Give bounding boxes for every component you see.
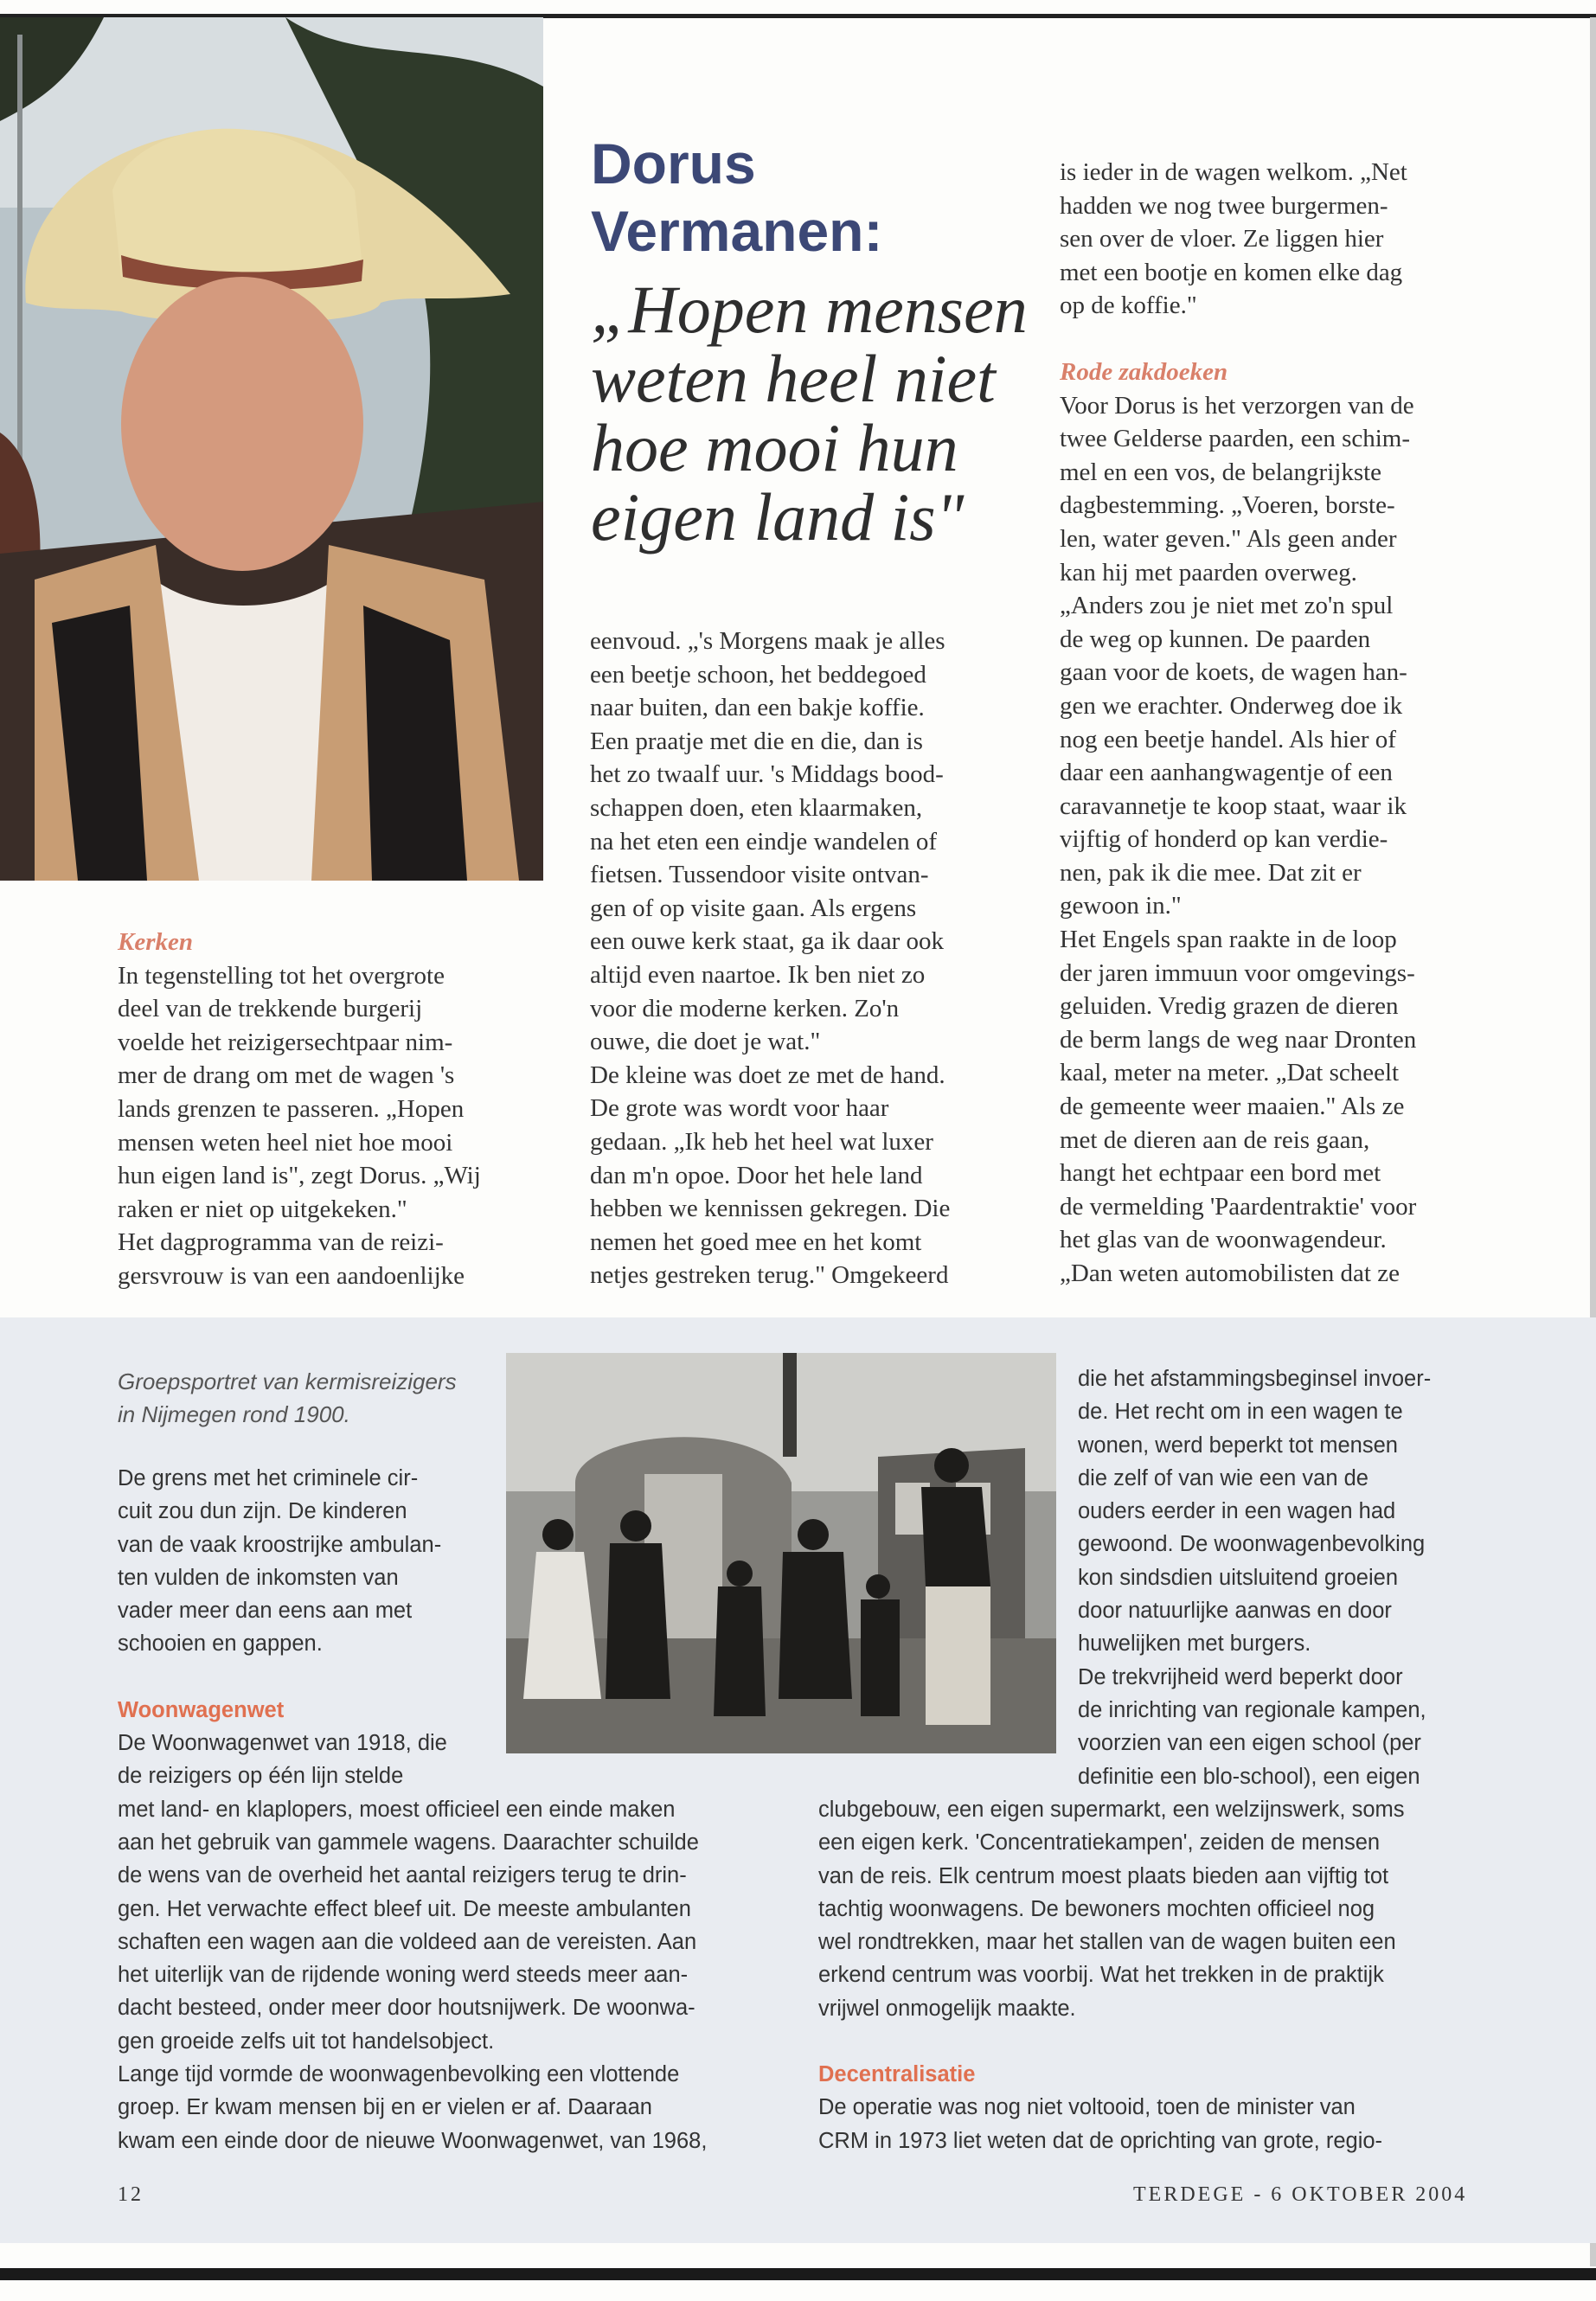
- text-block: [818, 2091, 1405, 2157]
- text-line: nog een beetje handel. Als hier of: [1060, 725, 1396, 753]
- text-line: clubgebouw, een eigen supermarkt, een welzijnswerk, soms: [818, 1798, 1405, 1822]
- text-line: gaan voor de koets, de wagen han-: [1060, 658, 1407, 687]
- text-line: de reizigers op één lijn stelde: [118, 1764, 404, 1789]
- text-line: naar buiten, dan een bakje koffie.: [590, 694, 925, 722]
- text-line: Een praatje met die en die, dan is: [590, 727, 923, 755]
- quote-line: weten heel niet: [591, 341, 996, 416]
- text-line: huwelijken met burgers.: [1078, 1631, 1311, 1657]
- text-line: De Woonwagenwet van 1918, die: [118, 1731, 447, 1756]
- text-line: kan hij met paarden overweg.: [1060, 558, 1357, 586]
- text-line: de wens van de overheid het aantal reizigers terug te drin-: [118, 1863, 687, 1888]
- text-line: die het afstammingsbeginsel invoer-: [1078, 1367, 1432, 1391]
- text-line: nemen het goed mee en het komt: [590, 1227, 922, 1256]
- text-line: definitie een blo-school), een eigen: [1078, 1764, 1420, 1789]
- text-line: van de reis. Elk centrum moest plaats bieden aan vijftig tot: [818, 1863, 1389, 1888]
- text-line: Groepsportret van kermisreizigers: [118, 1368, 457, 1394]
- text-block: [118, 1462, 707, 1661]
- photo-caption: [118, 1365, 457, 1431]
- text-line: vrijwel onmogelijk maakte.: [818, 1996, 1076, 2021]
- text-line: der jaren immuun voor omgevings-: [1060, 958, 1415, 987]
- sidebar-right-column: [818, 1793, 1405, 2157]
- text-line: gewoon in.": [1060, 892, 1182, 920]
- text-block: [1078, 1362, 1431, 1793]
- text-line: „Anders zou je niet met zo'n spul: [1060, 592, 1394, 620]
- text-line: wonen, werd beperkt tot mensen: [1078, 1433, 1398, 1458]
- sidebar-left-column: [118, 1462, 707, 2157]
- text-line: groep. Er kwam mensen bij en er vielen er af. Daaraan: [118, 2095, 652, 2120]
- text-line: mel en een vos, de belangrijkste: [1060, 458, 1382, 486]
- text-line: hebben we kennissen gekregen. Die: [590, 1195, 951, 1223]
- section-heading-rode-zakdoeken: Rode zakdoeken: [1060, 357, 1228, 386]
- text-line: Het dagprogramma van de reizi-: [118, 1228, 444, 1257]
- text-line: De operatie was nog niet voltooid, toen de minister van: [818, 2095, 1356, 2120]
- text-line: gen. Het verwachte effect bleef uit. De meeste ambulanten: [118, 1896, 691, 1921]
- text-line: met de dieren aan de reis gaan,: [1060, 1125, 1370, 1154]
- title-line: Dorus: [591, 131, 756, 195]
- text-line: Lange tijd vormde de woonwagenbevolking een vlottende: [118, 2062, 680, 2087]
- text-line: lands grenzen te passeren. „Hopen: [118, 1094, 465, 1123]
- text-line: het zo twaalf uur. 's Middags bood-: [590, 760, 944, 789]
- text-line: raken er niet op uitgekeken.": [118, 1195, 407, 1223]
- text-line: gedaan. „Ik heb het heel wat luxer: [590, 1127, 933, 1156]
- text-line: in Nijmegen rond 1900.: [118, 1401, 350, 1427]
- text-line: tachtig woonwagens. De bewoners mochten officieel nog: [818, 1896, 1375, 1921]
- text-line: kwam een einde door de nieuwe Woonwagenwet, van 1968,: [118, 2128, 708, 2153]
- text-line: van de vaak kroostrijke ambulan-: [118, 1532, 442, 1557]
- text-line: ten vulden de inkomsten van: [118, 1565, 399, 1590]
- text-line: gewoond. De woonwagenbevolking: [1078, 1532, 1426, 1557]
- text-line: ouwe, die doet je wat.": [590, 1028, 821, 1056]
- text-line: de gemeente weer maaien." Als ze: [1060, 1093, 1405, 1121]
- text-block: [818, 1793, 1405, 2025]
- text-line: erkend centrum was voorbij. Wat het trekken in de praktijk: [818, 1963, 1384, 1988]
- text-line: mer de drang om met de wagen 's: [118, 1061, 455, 1090]
- text-line: Het Engels span raakte in de loop: [1060, 926, 1397, 954]
- sidebar-right-column-top: [1078, 1362, 1431, 1793]
- text-line: cuit zou dun zijn. De kinderen: [118, 1499, 407, 1524]
- text-block: [118, 1365, 457, 1431]
- text-line: met een bootje en komen elke dag: [1060, 258, 1403, 286]
- text-line: netjes gestreken terug." Omgekeerd: [590, 1261, 949, 1290]
- article-title: [591, 130, 882, 265]
- text-line: De grens met het criminele cir-: [118, 1466, 419, 1490]
- text-line: de berm langs de weg naar Dronten: [1060, 1025, 1417, 1054]
- text-line: kon sindsdien uitsluitend groeien: [1078, 1565, 1398, 1590]
- text-line: is ieder in de wagen welkom. „Net: [1060, 158, 1407, 186]
- text-line: len, water geven." Als geen ander: [1060, 524, 1397, 553]
- text-line: hun eigen land is", zegt Dorus. „Wij: [118, 1162, 481, 1190]
- text-line: de inrichting van regionale kampen,: [1078, 1697, 1426, 1722]
- text-line: de. Het recht om in een wagen te: [1078, 1400, 1403, 1425]
- text-line: schaften een wagen aan die voldeed aan de vereisten. Aan: [118, 1929, 697, 1954]
- text-line: op de koffie.": [1060, 292, 1197, 320]
- column-1: [118, 926, 481, 1293]
- text-line: dan m'n opoe. Door het hele land: [590, 1161, 923, 1189]
- text-line: vijftig of honderd op kan verdie-: [1060, 825, 1388, 854]
- text-line: hadden we nog twee burgermen-: [1060, 191, 1388, 220]
- publication-line: TERDEGE - 6 OKTOBER 2004: [1133, 2183, 1468, 2206]
- text-line: twee Gelderse paarden, een schim-: [1060, 425, 1410, 453]
- text-line: De grote was wordt voor haar: [590, 1094, 889, 1123]
- text-line: het uiterlijk van de rijdende woning werd steeds meer aan-: [118, 1963, 689, 1988]
- text-line: geluiden. Vredig grazen de dieren: [1060, 992, 1399, 1021]
- section-heading-decentralisatie: Decentralisatie: [818, 2062, 976, 2087]
- text-block: [118, 1727, 707, 1793]
- text-line: door natuurlijke aanwas en door: [1078, 1599, 1392, 1624]
- bottom-rule: [0, 2268, 1596, 2280]
- quote-line: „Hopen mensen: [591, 272, 1028, 347]
- text-line: gen of op visite gaan. Als ergens: [590, 894, 917, 922]
- text-line: die zelf of van wie een van de: [1078, 1465, 1368, 1490]
- text-line: CRM in 1973 liet weten dat de oprichting van grote, regio-: [818, 2128, 1383, 2153]
- text-line: het glas van de woonwagendeur.: [1060, 1226, 1387, 1254]
- text-line: wel rondtrekken, maar het stallen van de wagen buiten een: [818, 1930, 1396, 1955]
- quote-line: hoe mooi hun: [591, 410, 958, 485]
- portrait-photo: [0, 17, 543, 881]
- text-line: een beetje schoon, het beddegoed: [590, 660, 926, 689]
- text-line: ouders eerder in een wagen had: [1078, 1499, 1396, 1524]
- text-block: [118, 1793, 707, 2157]
- pull-quote: [591, 272, 1028, 554]
- column-2: [590, 625, 950, 1292]
- text-line: „Dan weten automobilisten dat ze: [1060, 1259, 1400, 1287]
- text-line: kaal, meter na meter. „Dat scheelt: [1060, 1059, 1400, 1087]
- text-block: [1060, 156, 1416, 323]
- text-line: de vermelding 'Paardentraktie' voor: [1060, 1192, 1417, 1221]
- text-line: dacht besteed, onder meer door houtsnijwerk. De woonwa-: [118, 1996, 695, 2021]
- text-line: deel van de trekkende burgerij: [118, 995, 423, 1023]
- text-line: schappen doen, eten klaarmaken,: [590, 793, 923, 822]
- text-line: voelde het reizigersechtpaar nim-: [118, 1028, 453, 1056]
- text-line: gen groeide zelfs uit tot handelsobject.: [118, 2029, 495, 2054]
- text-line: caravannetje te koop staat, waar ik: [1060, 792, 1407, 820]
- text-line: met land- en klaplopers, moest officieel een einde maken: [118, 1797, 676, 1822]
- text-line: de weg op kunnen. De paarden: [1060, 625, 1371, 653]
- section-heading-kerken: Kerken: [118, 928, 193, 956]
- text-line: Voor Dorus is het verzorgen van de: [1060, 391, 1414, 420]
- title-line: Vermanen:: [591, 199, 883, 263]
- text-line: altijd even naartoe. Ik ben niet zo: [590, 960, 926, 989]
- text-line: voor die moderne kerken. Zo'n: [590, 994, 900, 1022]
- text-line: mensen weten heel niet hoe mooi: [118, 1128, 453, 1157]
- text-line: voorzien van een eigen school (per: [1078, 1731, 1421, 1756]
- text-line: De trekvrijheid werd beperkt door: [1078, 1664, 1403, 1689]
- text-line: schooien en gappen.: [118, 1631, 323, 1657]
- text-line: nen, pak ik die mee. Dat zit er: [1060, 858, 1362, 887]
- text-line: een ouwe kerk staat, ga ik daar ook: [590, 927, 945, 956]
- text-block: [1060, 389, 1416, 1291]
- text-line: dagbestemming. „Voeren, borste-: [1060, 491, 1395, 520]
- text-line: een eigen kerk. 'Concentratiekampen', zeiden de mensen: [818, 1830, 1381, 1856]
- text-line: fietsen. Tussendoor visite ontvan-: [590, 861, 929, 889]
- text-line: daar een aanhangwagentje of een: [1060, 759, 1393, 787]
- text-line: vader meer dan eens aan met: [118, 1599, 413, 1624]
- text-line: gen we erachter. Onderweg doe ik: [1060, 691, 1403, 720]
- section-heading-woonwagenwet: Woonwagenwet: [118, 1697, 285, 1722]
- text-block: [590, 625, 950, 1292]
- text-line: De kleine was doet ze met de hand.: [590, 1061, 945, 1089]
- text-line: hangt het echtpaar een bord met: [1060, 1159, 1381, 1188]
- text-line: eenvoud. „'s Morgens maak je alles: [590, 627, 945, 655]
- page-number: 12: [118, 2183, 144, 2206]
- text-line: sen over de vloer. Ze liggen hier: [1060, 225, 1384, 253]
- text-block: [118, 959, 481, 1293]
- text-line: In tegenstelling tot het overgrote: [118, 961, 445, 990]
- column-3: [1060, 156, 1416, 1291]
- quote-line: eigen land is": [591, 479, 965, 554]
- text-line: aan het gebruik van gammele wagens. Daarachter schuilde: [118, 1830, 699, 1855]
- text-line: na het eten een eindje wandelen of: [590, 827, 937, 856]
- text-line: gersvrouw is van een aandoenlijke: [118, 1261, 465, 1290]
